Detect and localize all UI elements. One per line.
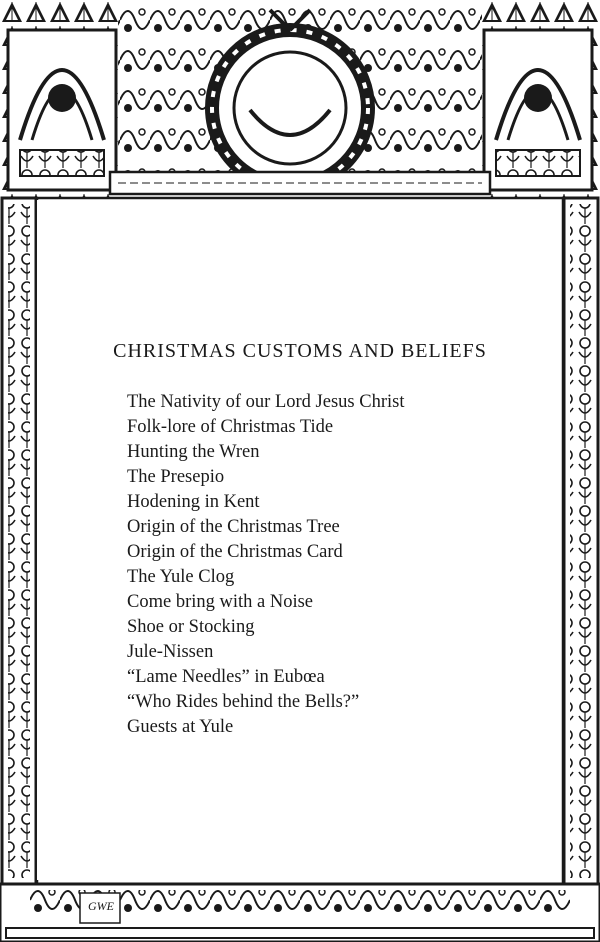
list-item: Origin of the Christmas Tree <box>127 517 340 537</box>
list-item: The Presepio <box>127 467 225 487</box>
list-item: The Yule Clog <box>127 567 235 587</box>
list-item: Folk-lore of Christmas Tide <box>127 417 334 437</box>
list-item: Hunting the Wren <box>127 442 260 462</box>
list-item: Origin of the Christmas Card <box>127 542 343 562</box>
list-item: The Nativity of our Lord Jesus Christ <box>127 392 405 412</box>
list-item: “Lame Needles” in Eubœa <box>127 667 325 687</box>
list-item: Hodening in Kent <box>127 492 260 512</box>
list-item: Shoe or Stocking <box>127 617 255 637</box>
section-heading: CHRISTMAS CUSTOMS AND BELIEFS <box>113 340 487 362</box>
list-item: Guests at Yule <box>127 717 234 737</box>
list-item: Come bring with a Noise <box>127 592 314 612</box>
artist-monogram: GWE <box>88 899 114 913</box>
list-item: “Who Rides behind the Bells?” <box>127 692 360 712</box>
contents-panel <box>37 200 559 880</box>
list-item: Jule-Nissen <box>127 642 214 662</box>
contents-list <box>127 390 404 740</box>
